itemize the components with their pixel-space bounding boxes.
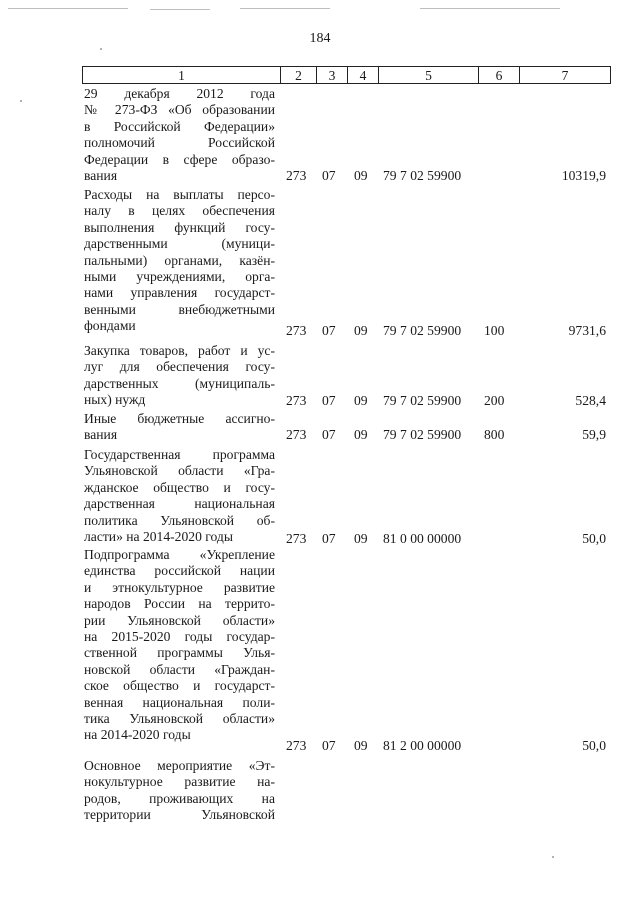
cell-amount: 9731,6 xyxy=(568,323,606,338)
description-line: Ульяновской области «Гра- xyxy=(84,463,275,479)
description-line: нокультурное развитие на- xyxy=(84,774,275,790)
cell-code-2: 273 xyxy=(286,738,307,753)
description-line: полномочий Российской xyxy=(84,135,275,151)
cell-amount: 50,0 xyxy=(582,531,606,546)
description-line: народов России на террито- xyxy=(84,596,275,612)
description-line: ственной программы Улья- xyxy=(84,645,275,661)
description-line: родов, проживающих на xyxy=(84,790,275,806)
description-line: Федерации в сфере образо- xyxy=(84,151,275,167)
row-description xyxy=(84,343,275,409)
description-line: венная национальная поли- xyxy=(84,694,275,710)
cell-code-4: 09 xyxy=(354,323,368,338)
description-line: фондами xyxy=(84,318,136,334)
description-line: ными учреждениями, орга- xyxy=(84,268,275,284)
description-line: рии Ульяновской области» xyxy=(84,612,275,628)
description-line: территории Ульяновской xyxy=(84,807,275,823)
description-line: нами управления государст- xyxy=(84,285,275,301)
cell-code-4: 09 xyxy=(354,738,368,753)
cell-code-2: 273 xyxy=(286,427,307,442)
cell-code-4: 09 xyxy=(354,393,368,408)
page-number: 184 xyxy=(309,31,331,46)
header-col-6: 6 xyxy=(478,66,519,84)
description-line: жданское общество и госу- xyxy=(84,479,275,495)
cell-code-5: 81 2 00 00000 xyxy=(383,738,462,753)
description-line: пальными) органами, казён- xyxy=(84,252,275,268)
cell-code-3: 07 xyxy=(322,168,336,183)
description-line: дарственными (муници- xyxy=(84,236,275,252)
description-line: дарственная национальная xyxy=(84,496,275,512)
description-line: луг для обеспечения госу- xyxy=(84,359,275,375)
description-line: Подпрограмма «Укрепление xyxy=(84,547,275,562)
cell-code-2: 273 xyxy=(286,393,307,408)
cell-code-2: 273 xyxy=(286,323,307,338)
description-line: Закупка товаров, работ и ус- xyxy=(84,343,275,358)
description-line: ское общество и государст- xyxy=(84,678,275,694)
header-col-2: 2 xyxy=(280,66,316,84)
header-col-5: 5 xyxy=(378,66,478,84)
description-line: налу в целях обеспечения xyxy=(84,203,275,219)
description-line: новской области «Граждан- xyxy=(84,661,275,677)
cell-code-2: 273 xyxy=(286,531,307,546)
description-line: и этнокультурное развитие xyxy=(84,579,275,595)
description-line: дарственных (муниципаль- xyxy=(84,375,275,391)
cell-code-5: 79 7 02 59900 xyxy=(383,168,462,183)
description-line: тика Ульяновской области» xyxy=(84,710,275,726)
description-line: на 2015-2020 годы государ- xyxy=(84,628,275,644)
description-line: ных) нужд xyxy=(84,392,146,408)
row-description xyxy=(84,447,275,545)
description-line: № 273-ФЗ «Об образовании xyxy=(84,102,275,118)
cell-code-3: 07 xyxy=(322,531,336,546)
cell-amount: 528,4 xyxy=(575,393,606,408)
scan-artifact-line xyxy=(240,8,330,9)
cell-code-2: 273 xyxy=(286,168,307,183)
cell-code-4: 09 xyxy=(354,427,368,442)
header-col-4: 4 xyxy=(347,66,378,84)
cell-code-3: 07 xyxy=(322,427,336,442)
row-description xyxy=(84,758,275,824)
cell-code-5: 79 7 02 59900 xyxy=(383,323,462,338)
description-line: вания xyxy=(84,427,118,443)
header-col-3: 3 xyxy=(316,66,347,84)
scan-artifact-line xyxy=(150,9,210,10)
scan-artifact-dot xyxy=(552,856,554,858)
row-description xyxy=(84,547,275,744)
cell-amount: 10319,9 xyxy=(561,168,606,183)
scan-artifact-dot xyxy=(100,48,102,50)
cell-code-5: 81 0 00 00000 xyxy=(383,531,462,546)
cell-code-6: 200 xyxy=(484,393,505,408)
description-line: единства российской нации xyxy=(84,563,275,579)
row-description xyxy=(84,411,275,444)
description-line: выполнения функций госу- xyxy=(84,219,275,235)
cell-code-4: 09 xyxy=(354,531,368,546)
cell-code-6: 800 xyxy=(484,427,505,442)
description-line: политика Ульяновской об- xyxy=(84,512,275,528)
header-col-7: 7 xyxy=(519,66,611,84)
description-line: Государственная программа xyxy=(84,447,275,462)
header-col-1: 1 xyxy=(82,66,280,84)
description-line: Расходы на выплаты персо- xyxy=(84,187,275,202)
description-line: вания xyxy=(84,167,118,183)
cell-code-6: 100 xyxy=(484,323,505,338)
description-line: в Российской Федерации» xyxy=(84,118,275,134)
cell-code-3: 07 xyxy=(322,393,336,408)
description-line: ласти» на 2014-2020 годы xyxy=(84,528,233,544)
cell-code-3: 07 xyxy=(322,323,336,338)
description-line: 29 декабря 2012 года xyxy=(84,86,275,101)
scan-artifact-line xyxy=(8,8,128,9)
cell-code-5: 79 7 02 59900 xyxy=(383,393,462,408)
description-line: Иные бюджетные ассигно- xyxy=(84,411,275,426)
cell-code-5: 79 7 02 59900 xyxy=(383,427,462,442)
scan-artifact-dot xyxy=(20,100,22,102)
cell-code-4: 09 xyxy=(354,168,368,183)
cell-amount: 50,0 xyxy=(582,738,606,753)
description-line: Основное мероприятие «Эт- xyxy=(84,758,275,773)
description-line: венными внебюджетными xyxy=(84,301,275,317)
scan-artifact-line xyxy=(420,8,560,9)
description-line: на 2014-2020 годы xyxy=(84,727,191,743)
cell-code-3: 07 xyxy=(322,738,336,753)
row-description xyxy=(84,86,275,184)
cell-amount: 59,9 xyxy=(582,427,606,442)
row-description xyxy=(84,187,275,335)
